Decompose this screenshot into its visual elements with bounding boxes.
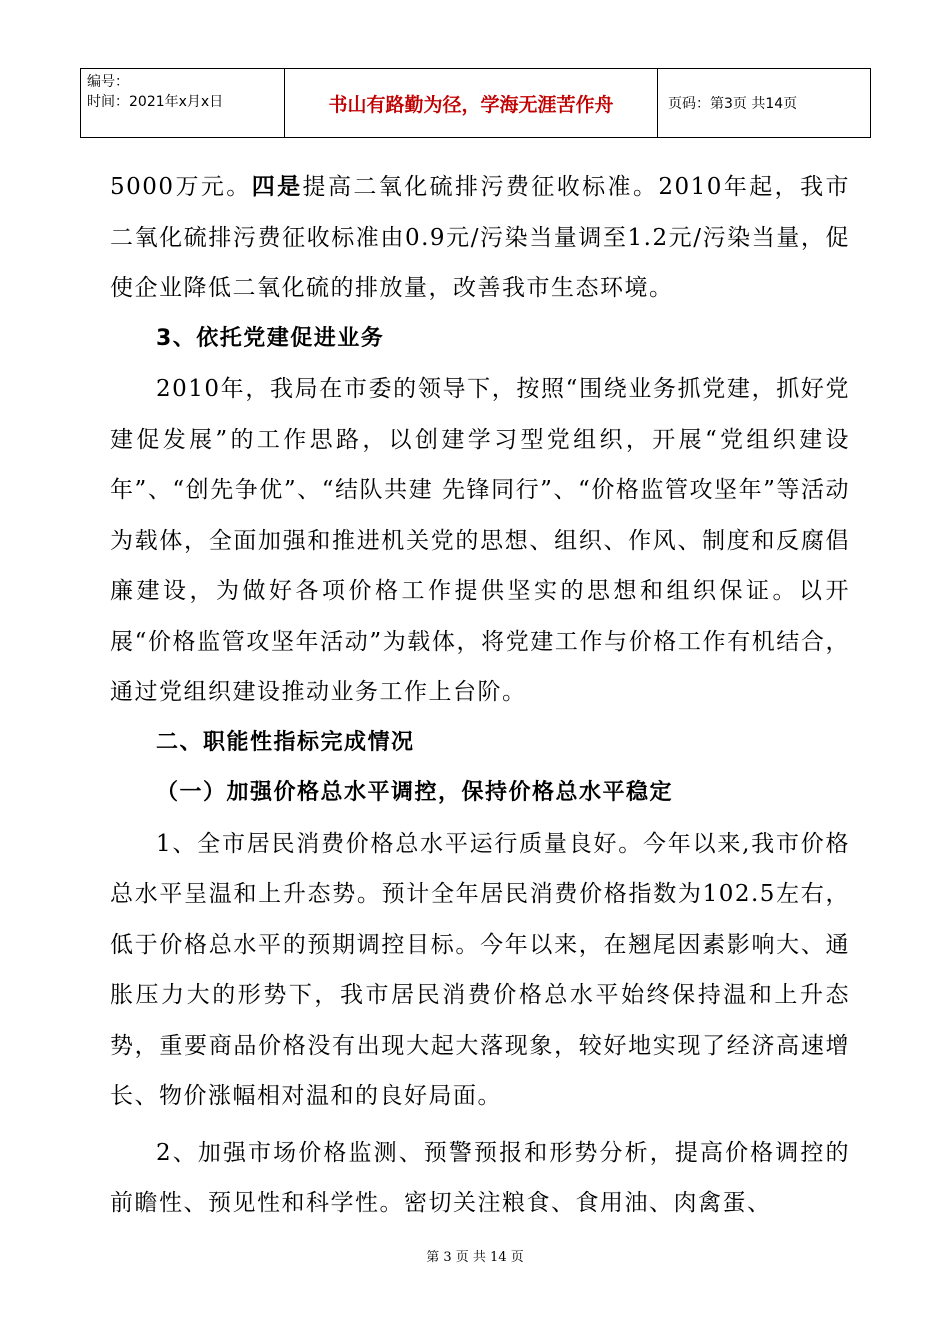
paragraph-4: 2、加强市场价格监测、预警预报和形势分析，提高价格调控的前瞻性、预见性和科学性。密切关注粮食、食用油、肉禽蛋、 — [110, 1139, 850, 1216]
header-left-cell — [81, 69, 285, 137]
subsection-heading-1: （一）加强价格总水平调控，保持价格总水平稳定 — [156, 780, 674, 805]
number-label: 编号： — [87, 74, 129, 90]
paragraph-1 — [110, 162, 850, 314]
time-label: 时间：2021年x月x日 — [87, 94, 224, 110]
header-motto: 书山有路勤为径，学海无涯苦作舟 — [285, 69, 658, 137]
document-body — [110, 162, 850, 1229]
paragraph-1-rest: 提高二氧化硫排污费征收标准。2010年起，我市二氧化硫排污费征收标准由0.9元/污染当量调至1.2元/污染当量，促使企业降低二氧化硫的排放量，改善我市生态环境。 — [110, 174, 850, 301]
paragraph-1-bold: 四是 — [251, 174, 303, 200]
paragraph-2: 2010年，我局在市委的领导下，按照“围绕业务抓党建，抓好党建促发展”的工作思路，以创建学习型党组织，开展“党组织建设年”、“创先争优”、“结队共建 先锋同行”、“价格监管攻坚年”等活动为载体，全面加强和推进机关党的思想、组织、作风、制度和反腐倡廉建设，为做好各项价格工作提供坚实的思想和组织保证。以开展“价格监管攻坚年活动”为载体，将党建工作与价格工作有机结合，通过党组织建设推动业务工作上台阶。 — [110, 376, 850, 705]
page-footer: 第 3 页 共 14 页 — [426, 1250, 524, 1265]
header-page-info: 页码：第3页 共14页 — [668, 96, 798, 112]
section-heading-2: 二、职能性指标完成情况 — [156, 729, 415, 755]
document-header — [80, 68, 871, 138]
paragraph-3: 1、全市居民消费价格总水平运行质量良好。今年以来,我市价格总水平呈温和上升态势。预计全年居民消费价格指数为102.5左右，低于价格总水平的预期调控目标。今年以来，在翘尾因素影响大、通胀压力大的形势下，我市居民消费价格总水平始终保持温和上升态势，重要商品价格没有出现大起大落现象，较好地实现了经济高速增长、物价涨幅相对温和的良好局面。 — [110, 830, 850, 1109]
paragraph-1-prefix: 5000万元。 — [110, 174, 252, 200]
section-heading-3: 3、依托党建促进业务 — [156, 325, 385, 351]
